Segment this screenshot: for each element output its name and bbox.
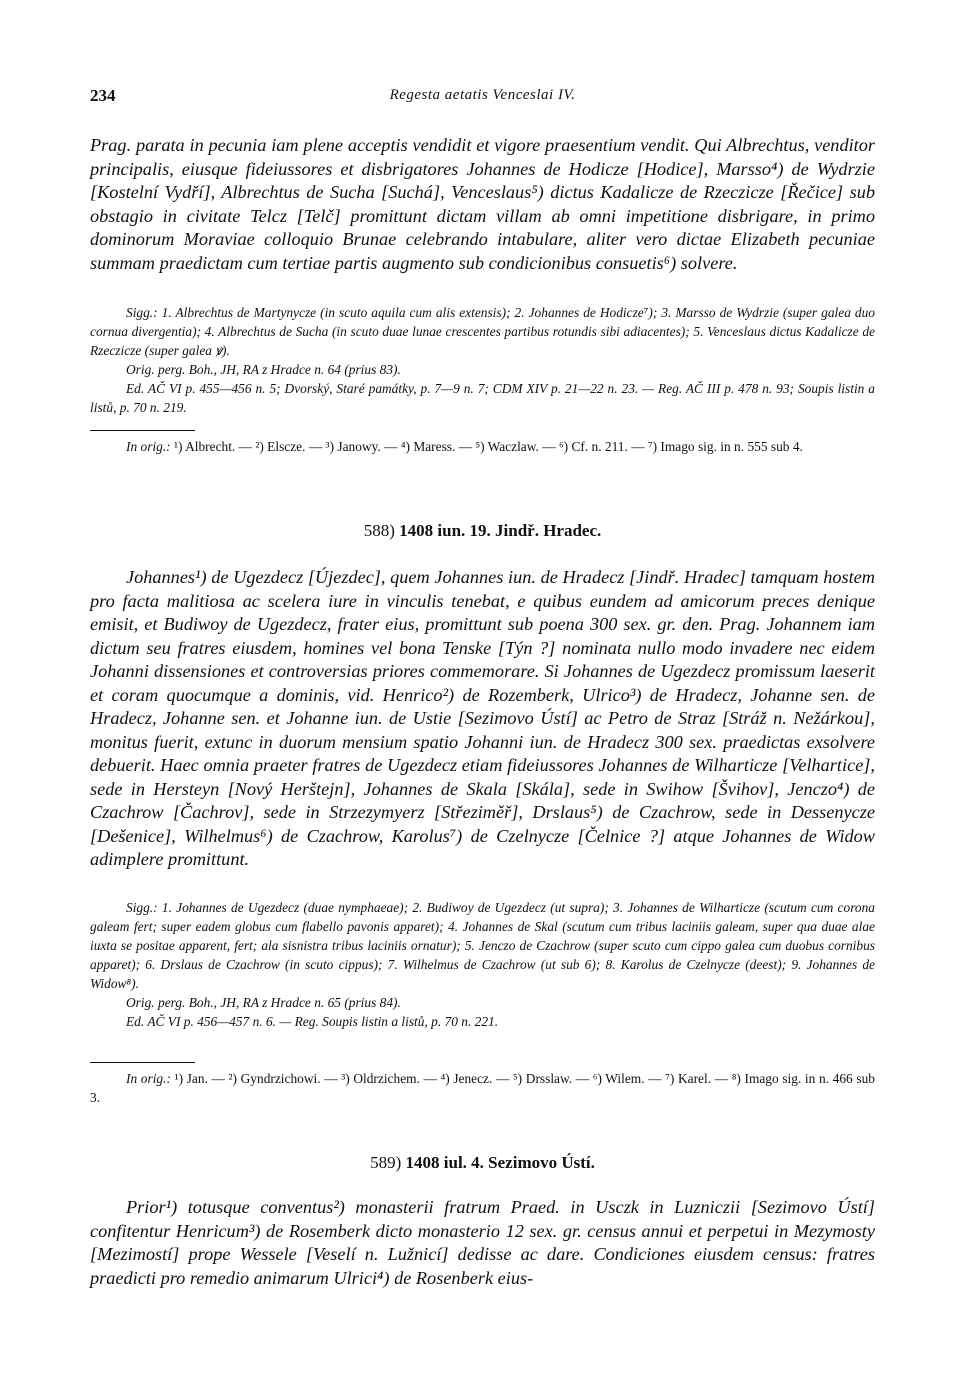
entry-589 <box>90 1196 875 1290</box>
footnotes-588-text: ¹) Jan. — ²) Gyndrzichowi. — ³) Oldrzichem. — ⁴) Jenecz. — ⁵) Drsslaw. — ⁶) Wilem. — ⁷) Karel. — ⁸) Imago sig. in n. 466 sub 3. <box>90 1071 875 1105</box>
footnote-rule-588 <box>90 1062 195 1063</box>
entry-587-notes <box>90 303 875 417</box>
footnotes-588 <box>90 1069 875 1107</box>
page-number: 234 <box>90 86 116 105</box>
sigg-588: Sigg.: 1. Johannes de Ugezdecz (duae nymphaeae); 2. Budiwoy de Ugezdecz (ut supra); 3. Johannes de Wilharticze (scutum cum corona galeam fert; super eadem globus cum flabello pavonis apparet); 4. Johannes de Skal (scutum cum tribus laciniis galeam, super qua duae alae iuxta se positae apparent, fert; ala sisnistra tribus laciniis ornatur); 5. Jenczo de Czachrow (super scuto cum cippo galea cum duobus cornibus apparet); 6. Drslaus de Czachrow (in scuto cippus); 7. Wilhelmus de Czachrow (ut sub 6); 8. Karolus de Czelnycze (deest); 9. Johannes de Widow⁸). <box>90 900 875 991</box>
running-title: Regesta aetatis Venceslai IV. <box>389 87 576 103</box>
footnotes-587-text: ¹) Albrecht. — ²) Elscze. — ³) Janowy. — ⁴) Maress. — ⁵) Waczlaw. — ⁶) Cf. n. 211. — ⁷) Imago sig. in n. 555 sub 4. <box>174 439 803 454</box>
entry-587-text: Prag. parata in pecunia iam plene acceptis vendidit et vigore praesentium vendit. Qui Albrechtus, venditor principalis, eiusque fideiussores et disbrigatores Johannes de Hodicze [Hodice], Marsso⁴) de Wydrzie [Kostelní Vydří], Albrechtus de Sucha [Suchá], Venceslaus⁵) dictus Kadalicze de Rzeczicze [Řečice] sub obstagio in civitate Telcz [Telč] promittunt dictam villam ab omni impetitione disbrigare, in primo dominorum Moraviae colloquio Brunae celebrando intabulare, aliter vero dictae Elizabeth pecuniae summam praedictam cum tertiae partis augmento sub condicionibus consuetis⁶) solvere. <box>90 135 875 273</box>
entry-589-number: 589) <box>370 1153 402 1172</box>
footnotes-588-label: In orig.: <box>126 1071 171 1086</box>
entry-588 <box>90 566 875 872</box>
ed-587: Ed. AČ VI p. 455—456 n. 5; Dvorský, Staré památky, p. 7—9 n. 7; CDM XIV p. 21—22 n. 23. — Reg. AČ III p. 478 n. 93; Soupis listin a listů, p. 70 n. 219. <box>90 381 875 415</box>
footnote-rule-587 <box>90 430 195 431</box>
entry-588-number: 588) <box>363 521 395 540</box>
entry-588-text: Johannes¹) de Ugezdecz [Újezdec], quem Johannes iun. de Hradecz [Jindř. Hradec] tamquam hostem pro facta malitiosa ac scelera iure in vinculis tenebat, e quibus eundem ad amicorum preces denique emisit, et Budiwoy de Ugezdecz, frater eius, promittunt sub poena 300 sex. gr. den. Prag. Johannem iam dictum seu fratres eiusdem, homines vel bona Tenske [Týn ?] nominata nullo modo invadere nec eidem Johanni dissensiones et controversias priores commemorare. Si Johannes de Ugezdecz promissum laeserit et coram quocumque a dominis, vid. Henrico²) de Rozemberk, Ulrico³) de Hradecz, Johanne sen. de Hradecz, Johanne sen. et Johanne iun. de Ustie [Sezimovo Ústí] ac Petro de Straz [Stráž n. Nežárkou], monitus fuerit, extunc in duorum mensium spatio Johanni iun. de Hradecz 300 sex. praedictas exsolvere debuerit. Haec omnia praeter fratres de Ugezdecz etiam fideiussores Johannes de Wilharticze [Velhartice], sede in Hersteyn [Nový Herštejn], Johannes de Skala [Skála], sede in Swihow [Švihov], Jenczo⁴) de Czachrow [Čachrov], sede in Strzezymyerz [Střeziměř], Drslaus⁵) de Czachrow, sede in Dessenycze [Dešenice], Wilhelmus⁶) de Czachrow, Karolus⁷) de Czelnycze [Čelnice ?] atque Johannes de Widow adimplere promittunt. <box>90 567 875 869</box>
sigg-587: Sigg.: 1. Albrechtus de Martynycze (in scuto aquila cum alis extensis); 2. Johannes de Hodicze⁷); 3. Marsso de Wydrzie (super galea duo cornua divergentia); 4. Albrechtus de Sucha (in scuto duae lunae crescentes partibus rotundis sibi adiacentes); 5. Venceslaus dictus Kadalicze de Rzeczicze (super galea ꝟ). <box>90 305 875 358</box>
entry-588-heading <box>90 521 875 541</box>
entry-588-notes <box>90 898 875 1031</box>
entry-588-date: 1408 iun. 19. Jindř. Hradec. <box>399 521 602 540</box>
entry-587-continuation <box>90 134 875 275</box>
ed-588: Ed. AČ VI p. 456—457 n. 6. — Reg. Soupis listin a listů, p. 70 n. 221. <box>126 1014 499 1029</box>
footnotes-587-label: In orig.: <box>126 439 171 454</box>
entry-589-text: Prior¹) totusque conventus²) monasterii fratrum Praed. in Usczk in Luzniczii [Sezimovo Ústí] confitentur Henricum³) de Rosemberk dicto monasterio 12 sex. gr. census annui et perpetui in Mezymosty [Mezimostí] prope Wessele [Veselí n. Lužnicí] dedisse ac dare. Condiciones eiusdem census: fratres praedicti pro remedio animarum Ulrici⁴) de Rosenberk eius- <box>90 1197 875 1288</box>
footnotes-587 <box>90 437 875 456</box>
orig-587: Orig. perg. Boh., JH, RA z Hradce n. 64 (prius 83). <box>126 362 401 377</box>
orig-588: Orig. perg. Boh., JH, RA z Hradce n. 65 (prius 84). <box>126 995 401 1010</box>
entry-589-heading <box>90 1153 875 1173</box>
page-header <box>90 86 875 110</box>
entry-589-date: 1408 iul. 4. Sezimovo Ústí. <box>405 1153 595 1172</box>
